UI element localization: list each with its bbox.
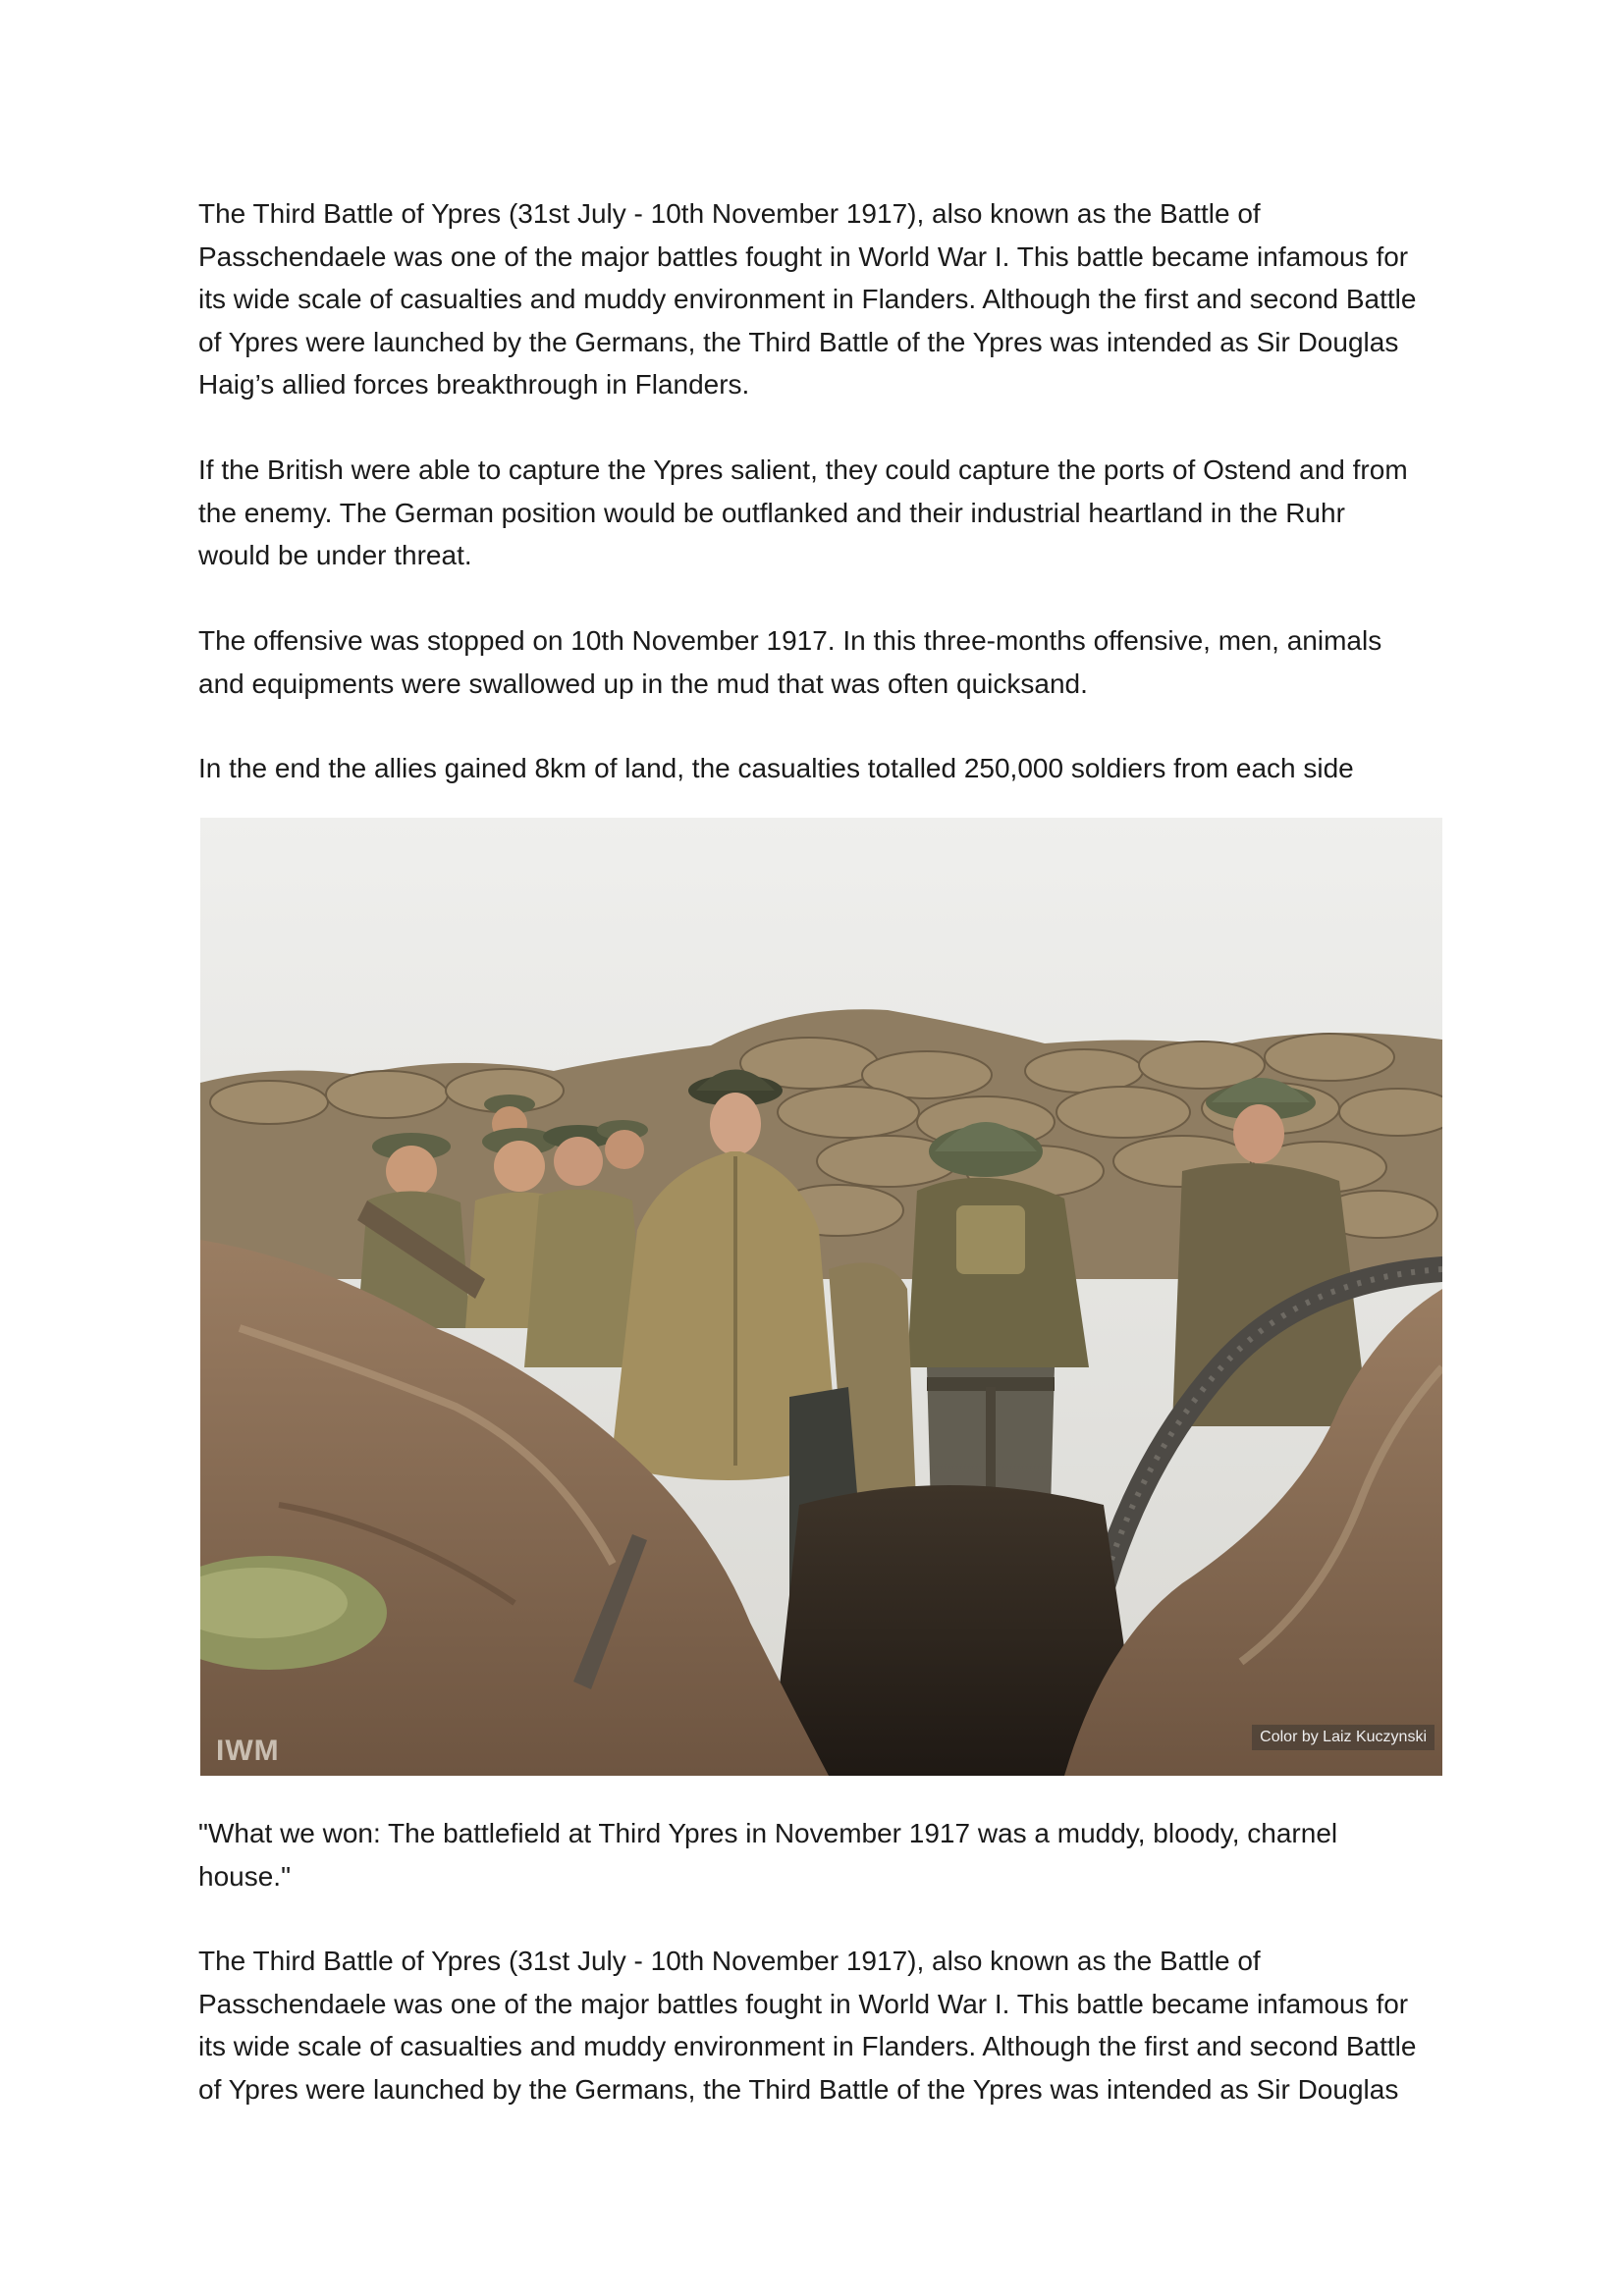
iwm-watermark: IWM (216, 1735, 280, 1767)
paragraph-repeat: The Third Battle of Ypres (31st July - 10th November 1917), also known as the Battle of Passchendaele was one of the major battles fought in World War I. This battle became infamous for its wide scale of casualties and muddy environment in Flanders. Although the first and second Battle of Ypres were launched by the Germans, the Third Battle of the Ypres was intended as Sir Douglas (198, 1946, 1417, 2105)
paragraph-intro: The Third Battle of Ypres (31st July - 10th November 1917), also known as the Battle of Passchendaele was one of the major battles fought in World War I. This battle became infamous for its wide scale of casualties and muddy environment in Flanders. Although the first and second Battle of Ypres were launched by the Germans, the Third Battle of the Ypres was intended as Sir Douglas Haig’s allied forces breakthrough in Flanders. (198, 198, 1417, 400)
photo-caption: "What we won: The battlefield at Third Ypres in November 1917 was a muddy, bloody, charnel house." (198, 1818, 1338, 1892)
trench-photograph (200, 818, 1442, 1776)
paragraph-strategy: If the British were able to capture the Ypres salient, they could capture the ports of Ostend and from the enemy. The German position would be outflanked and their industrial heartland in the Ruhr would be under threat. (198, 454, 1408, 570)
paragraph-outcome: In the end the allies gained 8km of land, the casualties totalled 250,000 soldiers from each side (198, 753, 1354, 783)
paragraph-offensive-end: The offensive was stopped on 10th November 1917. In this three-months offensive, men, animals and equipments were swallowed up in the mud that was often quicksand. (198, 625, 1382, 699)
trench-photo-illustration (200, 818, 1442, 1776)
colorist-credit: Color by Laiz Kuczynski (1252, 1725, 1435, 1750)
